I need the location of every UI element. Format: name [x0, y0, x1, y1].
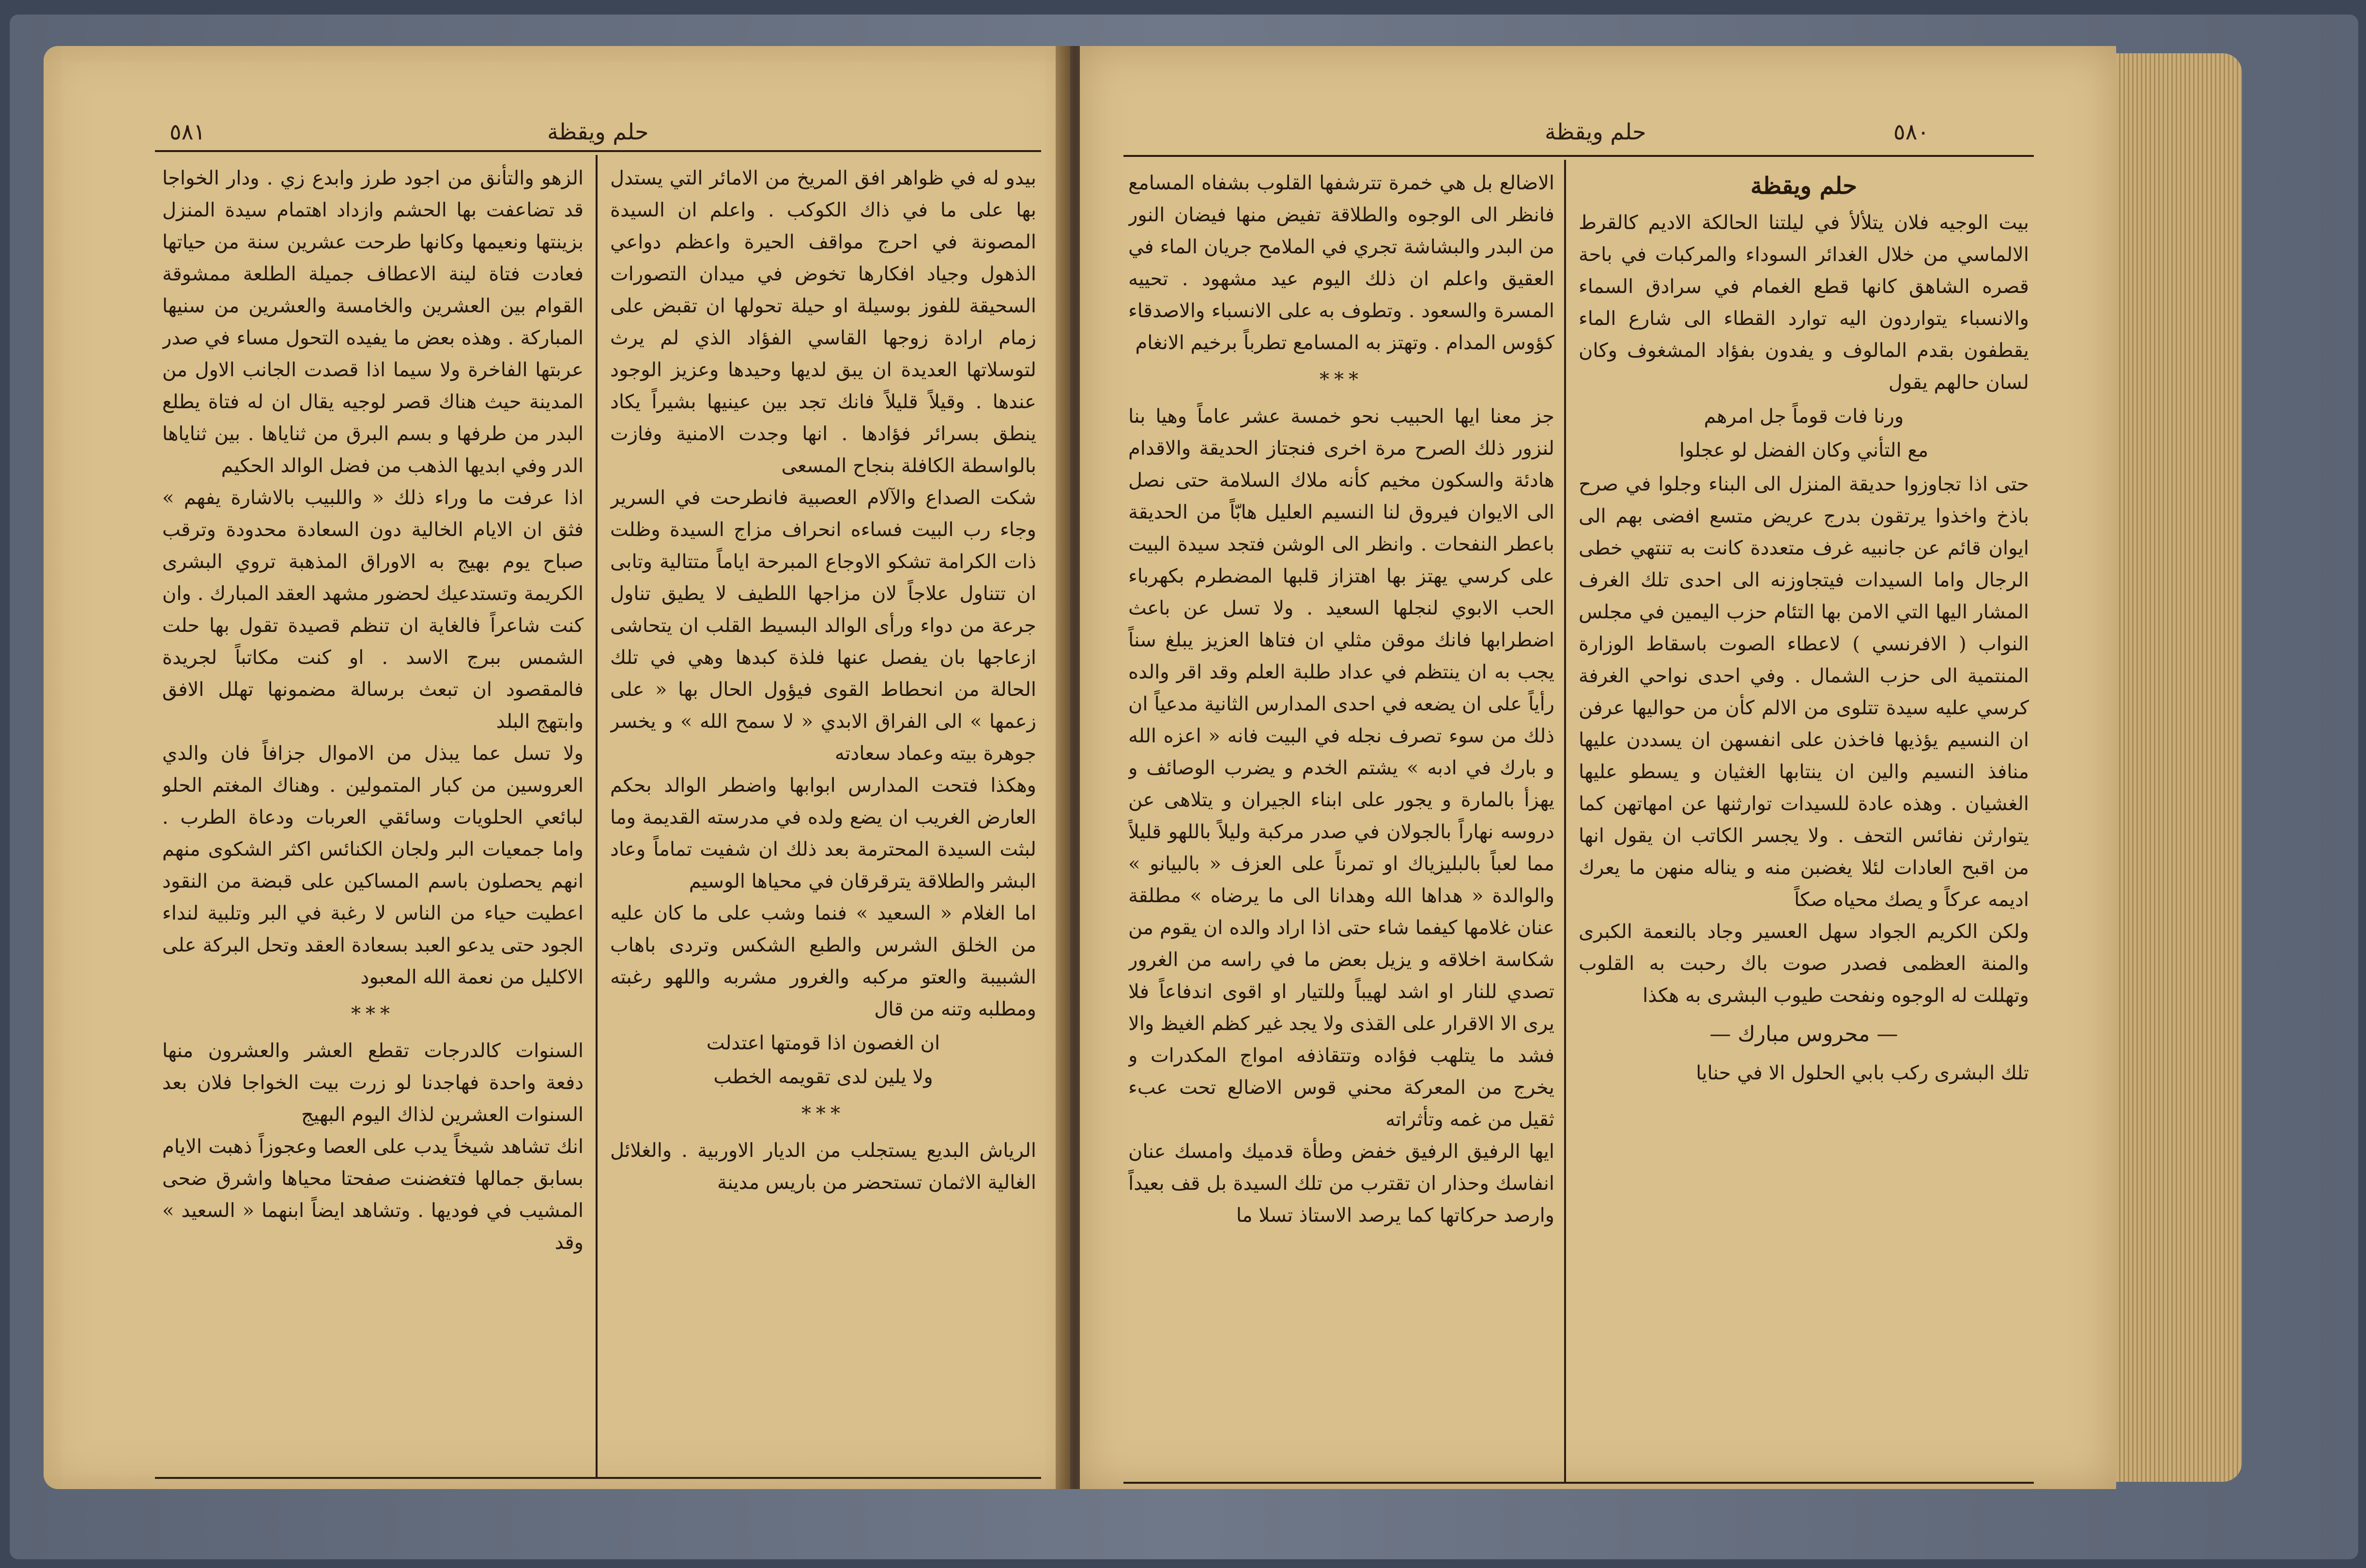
article-title: حلم ويقظة [1750, 172, 1858, 200]
right-page-column-right [1579, 167, 2029, 1475]
paragraph: الزهو والتأنق من اجود طرز وابدع زي . ودار الخواجا قد تضاعفت بها الحشم وازداد اهتمام سيدة المنزل بزينتها ونعيمها وكانها طرحت عشرين سنة من حياتها فعادت فتاة لينة الاعطاف جميلة الطلعة ممشوقة القوام بين العشرين والخامسة والعشرين من سنيها المباركة . وهذه بعض ما يفيده التحول مساء في صدر عربتها الفاخرة ولا سيما اذا قصدت الجانب الاول من المدينة حيث هناك قصر لوجيه يقال ان له فتاة يطلع البدر من طرفها و بسم البرق من ثناياها . بين ثناياها الدر وفي ابديها الذهب من فضل الوالد الحكيم [162, 167, 584, 477]
section-separator: *** [351, 1003, 395, 1025]
paragraph: تلك البشرى ركب بابي الحلول الا في حنايا [1696, 1062, 2029, 1084]
right-page-column-left [1128, 167, 1554, 1475]
paragraph: الاضالع بل هي خمرة تترشفها القلوب بشفاه المسامع فانظر الى الوجوه والطلاقة تفيض منها فيضان النور من البدر والبشاشة تجري في الملامح جريان الماء في العقيق واعلم ان ذلك اليوم عيد مشهود . تحييه المسرة والسعود . وتطوف به على الانسباء والاصدقاء كؤوس المدام . وتهتز به المسامع تطرباً برخيم الانغام [1128, 172, 1554, 354]
paragraph: انك تشاهد شيخاً يدب على العصا وعجوزاً ذهبت الايام بسابق جمالها فتغضنت صفحتا محياها واشرق ضحى المشيب في فوديها . وتشاهد ايضاً ابنهما « السعيد » وقد [162, 1136, 584, 1254]
paragraph: بيدو له في ظواهر افق المريخ من الامائر التي يستدل بها على ما في ذاك الكوكب . واعلم ان السيدة المصونة في احرج مواقف الحيرة واعظم دواعي الذهول وجياد افكارها تخوض في ميدان التصورات السحيقة للفوز بوسيلة او حيلة تحولها ان تقبض على زمام ارادة زوجها القاسي الفؤاد الذي لم يرث لتوسلاتها العديدة ان يبق لديها وحيدها وعزيز الوجود عندها . وقيلاً قليلاً فانك تجد بين عينيها بشيراً يكاد ينطق بسرائر فؤادها . انها وجدت الامنية وفازت بالواسطة الكافلة بنجاح المسعى [610, 167, 1036, 477]
left-page-number: ٥٨١ [169, 119, 206, 145]
page-edges [2116, 53, 2242, 1482]
paragraph: جز معنا ايها الحبيب نحو خمسة عشر عاماً وهيا بنا لنزور ذلك الصرح مرة اخرى فنجتاز الحديقة والاقدام هادئة والسكون مخيم كأنه ملاك السلامة حتى نصل الى الايوان فيروق لنا النسيم العليل هابّاً من الحديقة باعطر النفحات . وانظر الى الوشن فتجد سيدة البيت على كرسي يهتز بها اهتزاز قلبها المضطرم بكهرباء الحب الابوي لنجلها السعيد . ولا تسل عن باعث اضطرابها فانك موقن مثلي ان فتاها العزيز يبلغ سناً يجب به ان ينتظم في عداد طلبة العلم وقد اقر والده رأياً على ان يضعه في احدى المدارس الثانية مدعياً ان ذلك من سوء تصرف نجله في البيت فانه « اعزه الله و بارك في ادبه » يشتم الخدم و يضرب الوصائف و يهزأ بالمارة و يجور على ابناء الجيران و يتلاهى عن دروسه نهاراً بالجولان في صدر مركبة وليلاً باللهو قليلاً مما لعباً بالبليزياك او تمرناً على العزف « بالبيانو » والوالدة « هداها الله وهدانا الى ما يرضاه » مطلقة عنان غلامها كيفما شاء حتى اذا اراد والده ان يقوم من شكاسة اخلاقه و يزيل بعض ما في راسه من الغرور تصدي للنار او اشد لهيباً وللتيار او اقوى اندفاعاً فلا يرى الا الاقرار على القذى ولا يجد غير كظم الغيظ والا فشد ما يتلهب فؤاده وتتقاذفه امواج المكدرات و يخرج من المعركة محني قوس الاضالع تحت عبء ثقيل من غمه وتأثراته [1128, 405, 1554, 1131]
paragraph: ولا تسل عما يبذل من الاموال جزافاً فان والدي العروسين من كبار المتمولين . وهناك المغتم الحلو لبائعي الحلويات وسائقي العربات ودعاة الطرب . واما جمعيات البر ولجان الكنائس اكثر الشكوى منهم انهم يحصلون باسم المساكين على قبضة من النقود اعطيت حياء من الناس لا رغبة في البر وتلبية لنداء الجود حتى يدعو العبد بسعادة العقد وتحل البركة على الاكليل من نعمة الله المعبود [162, 742, 584, 988]
section-separator: *** [801, 1103, 845, 1125]
left-header-rule [155, 150, 1041, 152]
poem-line: ولا يلين لدى تقويمه الخطب [713, 1066, 933, 1088]
paragraph: ايها الرفيق الرفيق خفض وطأة قدميك وامسك عنان انفاسك وحذار ان تقترب من تلك السيدة بل قف بعيداً وارصد حركاتها كما يرصد الاستاذ تسلا ما [1128, 1140, 1554, 1227]
poem-line: ان الغصون اذا قومتها اعتدلت [706, 1032, 940, 1054]
poem-line: ورنا فات قوماً جل امرهم [1704, 405, 1904, 428]
paragraph: وهكذا فتحت المدارس ابوابها واضطر الوالد بحكم العارض الغريب ان يضع ولده في مدرسته القديمة وما لبثت السيدة المحترمة بعد ذلك ان شفيت تماماً وعاد البشر والطلاقة يترقرقان في محياها الوسيم [610, 774, 1036, 892]
paragraph: حتى اذا تجاوزوا حديقة المنزل الى البناء وجلوا في صرح باذخ واخذوا يرتقون بدرج عريض متسع افضى بهم الى ايوان قائم عن جانبيه غرف متعددة كانت به تنتهي خطى الرجال واما السيدات فيتجاوزنه الى احدى تلك الغرف المشار اليها التي الامن بها التئام حزب اليمين في مجلس النواب ( الافرنسي ) لاعطاء الصوت باسقاط الوزارة المنتمية الى حزب الشمال . وفي احدى نواحي الغرفة كرسي عليه سيدة تتلوى من الالم كأن من حواليها عرفن ان النسيم يؤذيها فاخذن على انفسهن ان يسددن عليها منافذ النسيم والين ان ينتابها الغثيان و يسطو عليها الغشيان . وهذه عادة للسيدات توارثنها عن امهاتهن كما يتوارثن نفائس التحف . ولا يجسر الكاتب ان يقول انها من اقبح العادات لئلا يغضبن منه و يناله منهن ما يعرك اديمه عركاً و يصك محياه صكاً [1579, 473, 2029, 911]
paragraph: الرياش البديع يستجلب من الديار الاوربية . والغلائل الغالية الاثمان تستحضر من باريس مدينة [610, 1139, 1036, 1194]
paragraph: اذا عرفت ما وراء ذلك « واللبيب بالاشارة يفهم » فثق ان الايام الخالية دون السعادة محدودة وترقب صباح يوم بهيج به الاوراق المذهبة تروي البشرى الكريمة وتستدعيك لحضور مشهد العقد المبارك . وان كنت شاعراً فالغاية ان تنظم قصيدة تقول بها حلت الشمس ببرج الاسد . او كنت مكاتباً لجريدة فالمقصود ان تبعث برسالة مضمونها تهلل الافق وابتهج البلد [162, 487, 584, 733]
right-page-number: ٥٨٠ [1893, 119, 1930, 145]
right-running-head: حلم ويقظة [1545, 119, 1646, 145]
paragraph: ولكن الكريم الجواد سهل العسير وجاد بالنعمة الكبرى والمنة العظمى فصدر صوت باك رحبت به القلوب وتهللت له الوجوه ونفحت طيوب البشرى به هكذا [1579, 921, 2029, 1007]
left-footer-rule [155, 1477, 1041, 1479]
paragraph: شكت الصداع والآلام العصبية فانطرحت في السرير وجاء رب البيت فساءه انحراف مزاج السيدة وظلت ذات الكرامة تشكو الاوجاع المبرحة اياماً متتالية وتابى ان تتناول علاجاً لان مزاجها اللطيف لا يطيق تناول جرعة من دواء ورأى الوالد البسيط القلب ان يتحاشى ازعاجها بان يفصل عنها فلذة كبدها وهي في تلك الحالة من انحطاط القوى فيؤول الحال بها « على زعمها » الى الفراق الابدي « لا سمح الله » و يخسر جوهرة بيته وعماد سعادته [610, 487, 1036, 765]
left-page-column-right [610, 162, 1036, 1470]
right-footer-rule [1123, 1482, 2034, 1484]
right-page [1080, 46, 2116, 1489]
section-separator: *** [1320, 369, 1363, 391]
paragraph: اما الغلام « السعيد » فنما وشب على ما كان عليه من الخلق الشرس والطبع الشكس وتردى باهاب الشبيبة والعتو مركبه والغرور مشربه واللهو رغبته ومطلبه وتنه من قال [610, 902, 1036, 1020]
poem-line: مع التأني وكان الفضل لو عجلوا [1679, 439, 1929, 461]
right-header-rule [1123, 155, 2034, 157]
left-column-rule [596, 155, 598, 1477]
paragraph: السنوات كالدرجات تقطع العشر والعشرون منها دفعة واحدة فهاجدنا لو زرت بيت الخواجا فلان بعد السنوات العشرين لذاك اليوم البهيج [162, 1040, 584, 1126]
right-column-rule [1564, 160, 1566, 1482]
left-page [44, 46, 1070, 1489]
announcement: — محروس مبارك — [1709, 1022, 1898, 1046]
paragraph: بيت الوجيه فلان يتلألأ في ليلتنا الحالكة الاديم كالقرط الالماسي من خلال الغدائر السوداء والمركبات في باحة قصره الشاهق كانها قطع الغمام في سرادق السماء والانسباء يتواردون اليه توارد القطاء الى شارع الماء يقطفون بقدم المالوف و يفدون بفؤاد المشغوف وكان لسان حالهم يقول [1579, 212, 2029, 394]
left-running-head: حلم ويقظة [547, 119, 649, 145]
left-page-column-left [162, 162, 584, 1470]
